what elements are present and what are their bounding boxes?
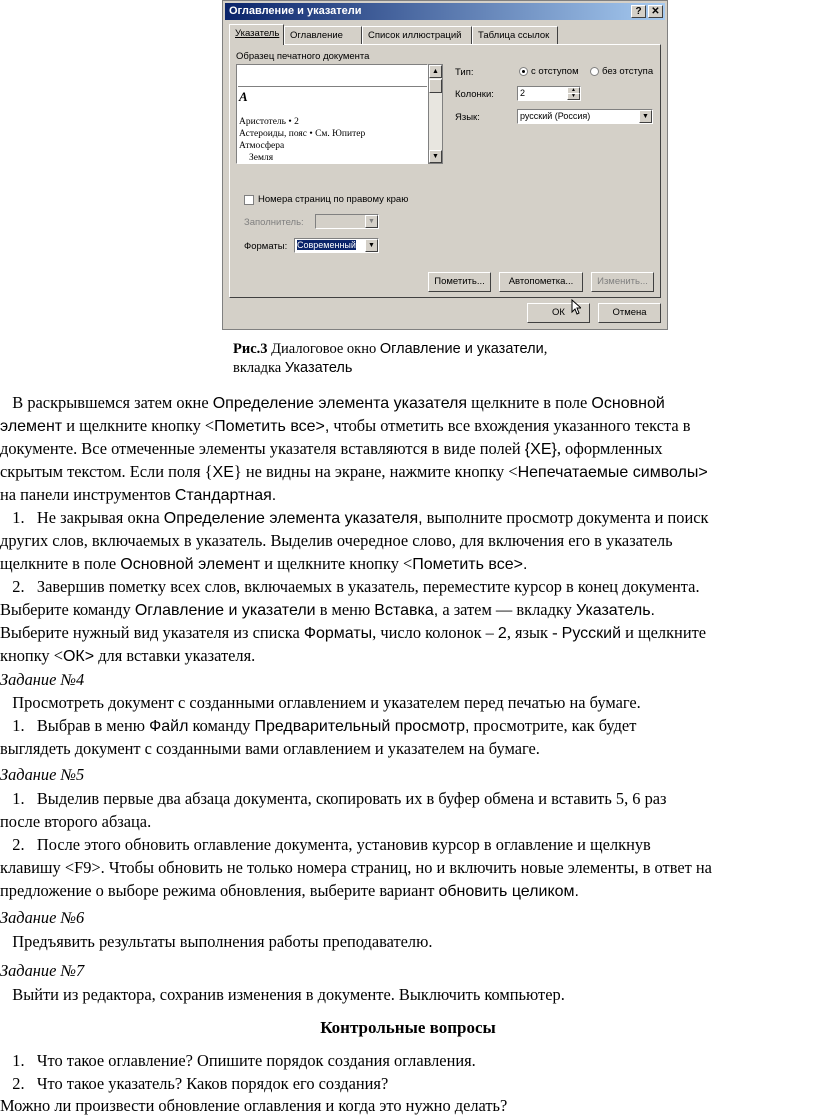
automark-button[interactable]: Автопометка...: [499, 272, 583, 292]
term: обновить целиком.: [438, 883, 579, 900]
term: Стандартная.: [174, 487, 277, 504]
text: и щелкните кнопку <: [62, 416, 215, 435]
ok-button[interactable]: ОК: [527, 303, 590, 323]
task-heading: Задание №4: [0, 670, 85, 689]
figure-caption: [233, 340, 547, 378]
language-select[interactable]: [517, 109, 653, 124]
text: скрытым текстом. Если поля {: [0, 462, 213, 481]
text: в меню: [315, 600, 375, 619]
language-value: русский (Россия): [520, 111, 591, 121]
tab-toc[interactable]: [284, 26, 362, 44]
spin-down-icon[interactable]: ▼: [567, 93, 580, 100]
columns-label: Колонки:: [455, 89, 494, 100]
text-line: 2. Завершив пометку всех слов, включаемых в указатель, переместите курсор в конец документа.: [0, 577, 700, 596]
text-line: [0, 462, 816, 483]
text-line: [0, 554, 816, 575]
term: Оглавление и указатели: [134, 602, 316, 619]
preview-blank-area: [238, 66, 428, 87]
text-line: [0, 393, 816, 414]
caption-text: Диалоговое окно: [267, 341, 380, 357]
radio-runin[interactable]: [590, 67, 599, 76]
text-line: [0, 416, 816, 437]
spin-up-icon[interactable]: ▲: [567, 87, 580, 94]
text: просмотрите, как будет: [469, 716, 637, 735]
dialog-title: Оглавление и указатели: [229, 5, 362, 17]
index-dialog: [222, 0, 668, 330]
mouse-cursor-icon: [571, 299, 581, 315]
text-line: после второго абзаца.: [0, 812, 152, 831]
term: ОК>: [62, 648, 95, 665]
radio-indented-label: с отступом: [531, 66, 579, 77]
caption-text: вкладка: [233, 360, 285, 376]
text: Выберите команду: [0, 600, 135, 619]
text: } не видны на экране, нажмите кнопку <: [233, 462, 518, 481]
question-item: 2. Что такое указатель? Каков порядок его создания?: [0, 1074, 389, 1093]
right-align-checkbox[interactable]: [244, 195, 254, 205]
text-line: 2. После этого обновить оглавление документа, установив курсор в оглавление и щелкнув: [0, 835, 651, 854]
text: В раскрывшемся затем окне: [0, 393, 213, 412]
language-label: Язык:: [455, 112, 480, 123]
text: , оформленных: [556, 439, 663, 458]
right-align-label: Номера страниц по правому краю: [258, 194, 409, 205]
text: Выберите нужный вид указателя из списка: [0, 623, 304, 642]
text-line: клавишу <F9>. Чтобы обновить не только номера страниц, но и включить новые элементы, в ответ на: [0, 858, 712, 877]
caption-term: Оглавление и указатели: [379, 341, 544, 357]
preview-letter: A: [239, 89, 248, 104]
preview-line: Атмосфера: [239, 141, 285, 151]
text: предложение о выборе режима обновления, выберите вариант: [0, 881, 439, 900]
question-item: 1. Что такое оглавление? Опишите порядок создания оглавления.: [0, 1051, 476, 1070]
text-line: Предъявить результаты выполнения работы преподавателю.: [0, 932, 433, 951]
radio-runin-label: без отступа: [602, 66, 654, 77]
chevron-down-icon[interactable]: ▼: [639, 110, 652, 123]
term: Непечатаемые символы>: [517, 464, 708, 481]
formats-label: Форматы:: [244, 241, 288, 252]
caption-line: [233, 340, 547, 359]
figure-number: Рис.3: [233, 341, 268, 357]
text: щелкните в поле: [0, 554, 121, 573]
task-heading: Задание №5: [0, 765, 85, 784]
chevron-down-icon[interactable]: ▼: [365, 239, 378, 252]
dialog-titlebar: [225, 3, 665, 20]
term: Основной: [591, 395, 665, 412]
term: Определение элемента указателя,: [163, 510, 423, 527]
text-line: [0, 600, 816, 621]
text: , число колонок –: [372, 623, 498, 642]
tab-toc-label: Оглавление: [290, 30, 343, 41]
text: документе. Все отмеченные элементы указателя вставляются в виде полей: [0, 439, 525, 458]
caption-text: ,: [543, 341, 548, 357]
tab-authorities-label: Таблица ссылок: [478, 30, 550, 41]
term: Предварительный просмотр,: [254, 718, 470, 735]
scroll-down-icon[interactable]: ▼: [429, 150, 442, 163]
print-preview-box: [236, 64, 428, 164]
preview-scrollbar[interactable]: [428, 64, 443, 164]
text: и щелкните: [621, 623, 707, 642]
modify-button[interactable]: Изменить...: [591, 272, 654, 292]
term: XE: [212, 464, 234, 481]
mark-entry-button[interactable]: Пометить...: [428, 272, 491, 292]
preview-line: Астероиды, пояс • См. Юпитер: [239, 129, 366, 139]
text-line: Просмотреть документ с созданными оглавлением и указателем перед печатью на бумаге.: [0, 693, 641, 712]
tab-authorities[interactable]: [472, 26, 558, 44]
scroll-up-icon[interactable]: ▲: [429, 65, 442, 78]
text-line: [0, 646, 816, 667]
leader-select[interactable]: [315, 214, 379, 229]
text: команду: [188, 716, 255, 735]
text: и щелкните кнопку <: [260, 554, 413, 573]
columns-value: 2: [520, 88, 526, 98]
text: , язык -: [506, 623, 562, 642]
text-line: 1. Выделив первые два абзаца документа, скопировать их в буфер обмена и вставить 5, 6 раз: [0, 789, 667, 808]
tab-figures-label: Список иллюстраций: [368, 30, 462, 41]
scroll-thumb[interactable]: [429, 79, 442, 93]
text-line: [0, 439, 816, 460]
question-item: Можно ли произвести обновление оглавления и когда это нужно делать?: [0, 1096, 508, 1115]
formats-value: Современный: [297, 240, 356, 250]
text-line: [0, 881, 816, 902]
type-label: Тип:: [455, 67, 474, 78]
cancel-button[interactable]: Отмена: [598, 303, 661, 323]
preview-line: Аристотель • 2: [239, 117, 299, 127]
sample-label: Образец печатного документа: [236, 51, 370, 62]
term: Пометить все>.: [412, 556, 528, 573]
leader-label: Заполнитель:: [244, 217, 304, 228]
text: на панели инструментов: [0, 485, 175, 504]
term: Основной элемент: [120, 556, 261, 573]
text-line: выглядеть документ с созданными вами оглавлением и указателем на бумаге.: [0, 739, 540, 758]
text: щелкните в поле: [467, 393, 592, 412]
section-heading: Контрольные вопросы: [320, 1018, 496, 1037]
text-line: [0, 716, 816, 737]
term: Форматы: [303, 625, 373, 642]
text-line: [0, 623, 816, 644]
preview-line: Земля: [249, 153, 274, 163]
text-line: [0, 508, 816, 529]
term: {XE}: [524, 441, 557, 458]
close-button[interactable]: ✕: [648, 5, 663, 18]
text: чтобы отметить все вхождения указанного текста в: [329, 416, 691, 435]
term: Указатель.: [575, 602, 655, 619]
term: элемент: [0, 418, 63, 435]
text: 1. Выбрав в меню: [0, 716, 150, 735]
term: Русский: [561, 625, 622, 642]
term: 2: [497, 625, 507, 642]
task-heading: Задание №6: [0, 908, 85, 927]
text: 1. Не закрывая окна: [0, 508, 164, 527]
help-button[interactable]: ?: [631, 5, 646, 18]
text: выполните просмотр документа и поиск: [422, 508, 709, 527]
text-line: Выйти из редактора, сохранив изменения в документе. Выключить компьютер.: [0, 985, 565, 1004]
text-line: других слов, включаемых в указатель. Выделив очередное слово, для включения его в указатель: [0, 531, 673, 550]
caption-line: [233, 359, 547, 378]
caption-term: Указатель: [284, 360, 353, 376]
term: Вставка,: [374, 602, 439, 619]
columns-spinner[interactable]: [517, 86, 581, 101]
text: кнопку <: [0, 646, 63, 665]
formats-select[interactable]: [294, 238, 379, 253]
tab-index[interactable]: [229, 24, 284, 45]
tab-index-label: Указатель: [235, 28, 280, 39]
task-heading: Задание №7: [0, 961, 85, 980]
term: Файл: [149, 718, 189, 735]
term: Определение элемента указателя: [212, 395, 468, 412]
text: для вставки указателя.: [94, 646, 256, 665]
term: Пометить все>,: [214, 418, 330, 435]
radio-indented[interactable]: [519, 67, 528, 76]
text-line: [0, 485, 816, 506]
chevron-down-icon[interactable]: ▼: [365, 215, 378, 228]
text: а затем — вкладку: [438, 600, 576, 619]
tab-figures[interactable]: [362, 26, 472, 44]
